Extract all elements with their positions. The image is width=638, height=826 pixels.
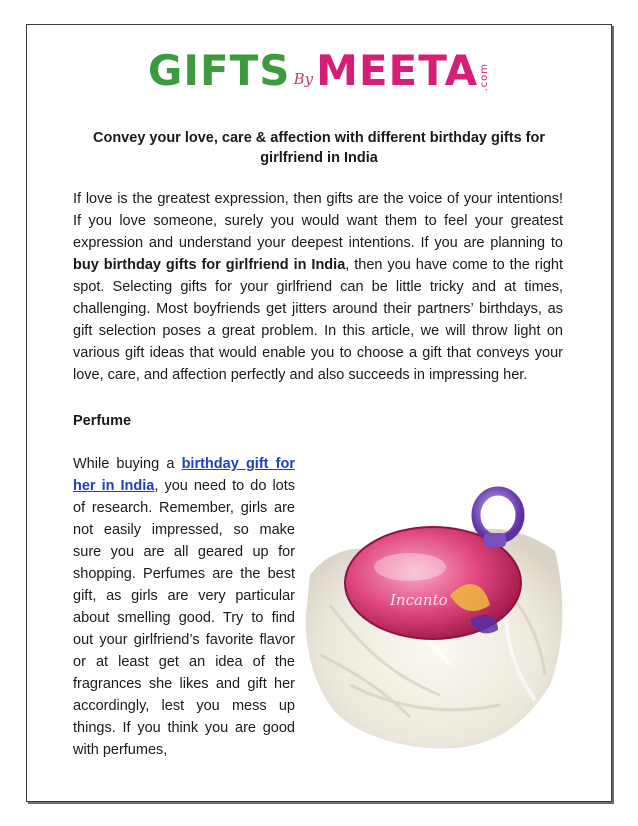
perfume-photo (300, 455, 568, 753)
intro-text-1: If love is the greatest expression, then gifts are the voice of your intentions! If you love someone, surely you would want them to feel your greatest expression and understand your deepest intentions. If you are planning to (73, 191, 563, 251)
perfume-text-1: While buying a (73, 456, 182, 472)
article-title: Convey your love, care & affection with different birthday gifts for girlfriend in India (93, 130, 545, 166)
logo-by: By (293, 70, 314, 88)
birthday-gift-link[interactable]: birthday gift for her in India (73, 456, 295, 494)
bottle-label: Incanto (390, 591, 448, 609)
section-heading-perfume: Perfume (73, 413, 132, 429)
logo-dotcom: .com (479, 63, 491, 92)
intro-bold-phrase: buy birthday gifts for girlfriend in India (73, 257, 346, 273)
perfume-paragraph (73, 453, 295, 761)
perfume-text-2: , you need to do lots of research. Remember, girls are not easily impressed, so make sure you are all geared up for shopping. Perfumes are the best gift, as girls are very particular about smelling good. Try to find out your girlfriend’s favorite flavor or at least get an idea of the fragrances she likes and gift her accordingly, lest you mess up things. If you think you are good with perfumes, (73, 478, 296, 758)
logo-gifts: GIFTS (147, 46, 291, 95)
intro-paragraph (73, 188, 563, 386)
intro-text-2: , then you have come to the right spot. Selecting gifts for your girlfriend can be little tricky and at times, challenging. Most boyfriends get jitters around their partners’ birthdays, as gift selection poses a great problem. In this article, we will throw light on various gift ideas that would enable you to choose a gift that conveys your love, care, and affection perfectly and also succeeds in impressing her. (73, 257, 563, 383)
logo-meeta: MEETA (316, 46, 479, 95)
site-logo[interactable] (0, 46, 638, 110)
